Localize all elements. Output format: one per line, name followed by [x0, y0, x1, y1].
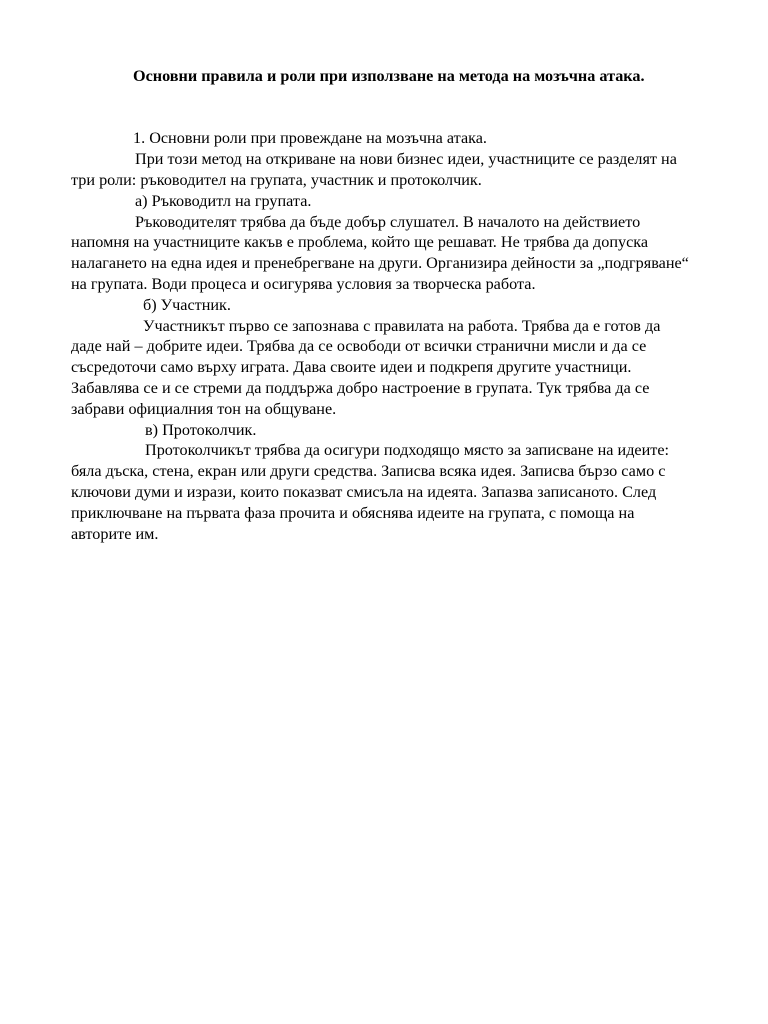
role-b-paragraph: Участникът първо се запознава с правилата на работа. Трябва да е готов да даде най – добрите идеи. Трябва да се освободи от всички странични мисли и да се съсредоточи само върху играта. Дава своите идеи и подкрепя другите участници. Забавлява се и се стреми да поддържа добро настроение в групата. Тук трябва да се забрави официалния тон на общуване.	[71, 316, 661, 418]
role-c-heading: в) Протоколчик.	[145, 420, 257, 439]
role-a-heading: а) Ръководитл на групата.	[135, 191, 312, 210]
document-title: Основни правила и роли при използване на метода на мозъчна атака.	[133, 67, 645, 85]
intro-paragraph: При този метод на откриване на нови бизнес идеи, участниците се разделят на три роли: ръководител на групата, участник и протоколчик.	[71, 150, 677, 189]
role-c-paragraph: Протоколчикът трябва да осигури подходящо място за записване на идеите: бяла дъска, стена, екран или други средства. Записва всяка идея. Записва бързо само с ключови думи и изрази, които показват смисъла на идеята. Запазва записаното. След приключване на първата фаза прочита и обяснява идеите на групата, с помоща на авторите им.	[71, 441, 670, 543]
title-spacer	[71, 87, 691, 129]
document-page	[71, 66, 691, 544]
section-heading: 1. Основни роли при провеждане на мозъчна атака.	[133, 129, 487, 148]
role-b-heading: б) Участник.	[143, 295, 231, 314]
role-a-paragraph: Ръководителят трябва да бъде добър слушател. В началото на действието напомня на участниците какъв е проблема, който ще решават. Не трябва да допуска налагането на една идея и пренебрегване на други. Организира дейности за „подгряване“ на групата. Води процеса и осигурява условия за творческа работа.	[71, 212, 689, 293]
